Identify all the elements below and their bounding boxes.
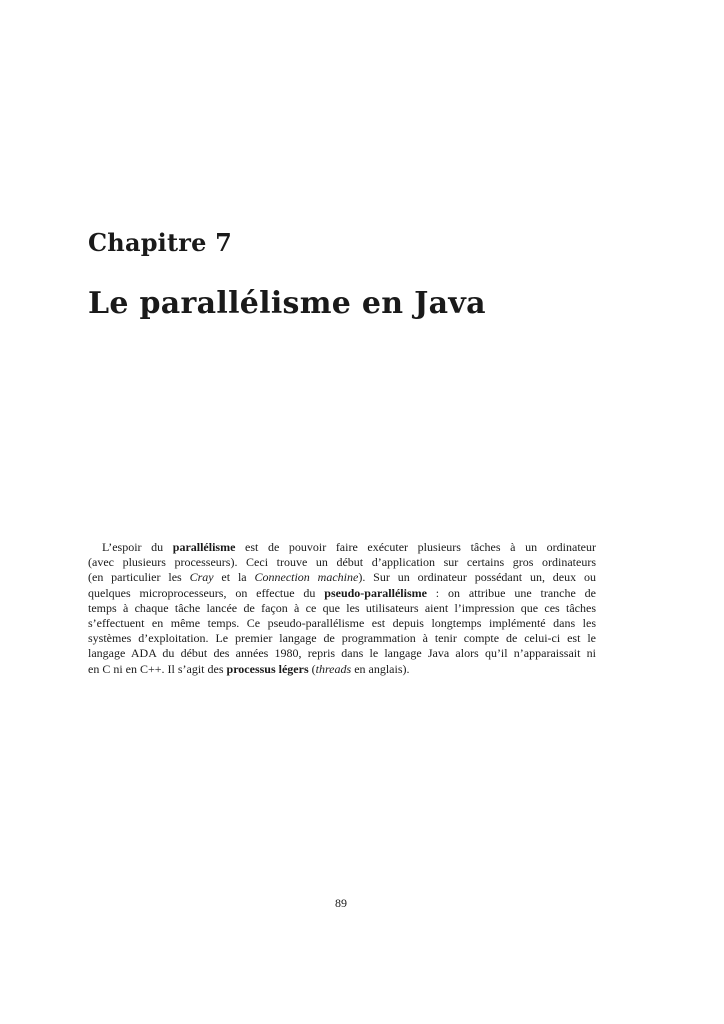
text-run: quelques microprocesseurs, on effectue du <box>88 585 325 600</box>
paragraph-line <box>88 586 596 601</box>
text-run: ( <box>308 661 316 676</box>
text-run: ). Sur un ordinateur possédant un, deux ou <box>358 570 596 585</box>
bold-term: pseudo-parallélisme <box>324 585 427 600</box>
italic-term: Connection machine <box>254 570 359 585</box>
italic-term: Cray <box>189 570 214 585</box>
paragraph-line <box>88 631 596 646</box>
text-run: (en particulier les <box>88 570 190 585</box>
paragraph-line <box>88 601 596 616</box>
text-run: s’effectuent en même temps. Ce pseudo-parallélisme est depuis longtemps implémenté dans les <box>88 615 596 630</box>
bold-term: parallélisme <box>172 540 236 554</box>
text-run: : on attribue une tranche de <box>426 585 596 600</box>
text-run: systèmes d’exploitation. Le premier langage de programmation à tenir compte de celui-ci est le <box>88 631 596 646</box>
text-run: est de pouvoir faire exécuter plusieurs tâches à un ordinateur <box>235 540 596 554</box>
chapter-label: Chapitre 7 <box>88 228 233 257</box>
text-run: en anglais). <box>351 661 410 676</box>
paragraph-line <box>88 616 596 631</box>
paragraph-line <box>88 646 596 661</box>
italic-term: threads <box>315 661 352 676</box>
text-run: en C ni en C++. Il s’agit des <box>88 661 227 676</box>
body-paragraph <box>88 540 596 677</box>
text-run: L’espoir du <box>102 540 173 554</box>
text-run: et la <box>213 570 255 585</box>
paragraph-line <box>88 555 596 570</box>
text-run: (avec plusieurs processeurs). Ceci trouve un début d’application sur certains gros ordinateurs <box>88 555 596 570</box>
paragraph-line <box>88 540 596 555</box>
text-run: langage ADA du début des années 1980, repris dans le langage Java alors qu’il n’apparaissait ni <box>88 646 596 661</box>
text-run: temps à chaque tâche lancée de façon à ce que les utilisateurs aient l’impression que ces tâches <box>88 600 596 615</box>
chapter-title: Le parallélisme en Java <box>88 286 486 321</box>
page-number: 89 <box>335 896 347 910</box>
paragraph-line <box>88 662 596 677</box>
paragraph-line <box>88 570 596 585</box>
bold-term: processus légers <box>226 661 309 676</box>
